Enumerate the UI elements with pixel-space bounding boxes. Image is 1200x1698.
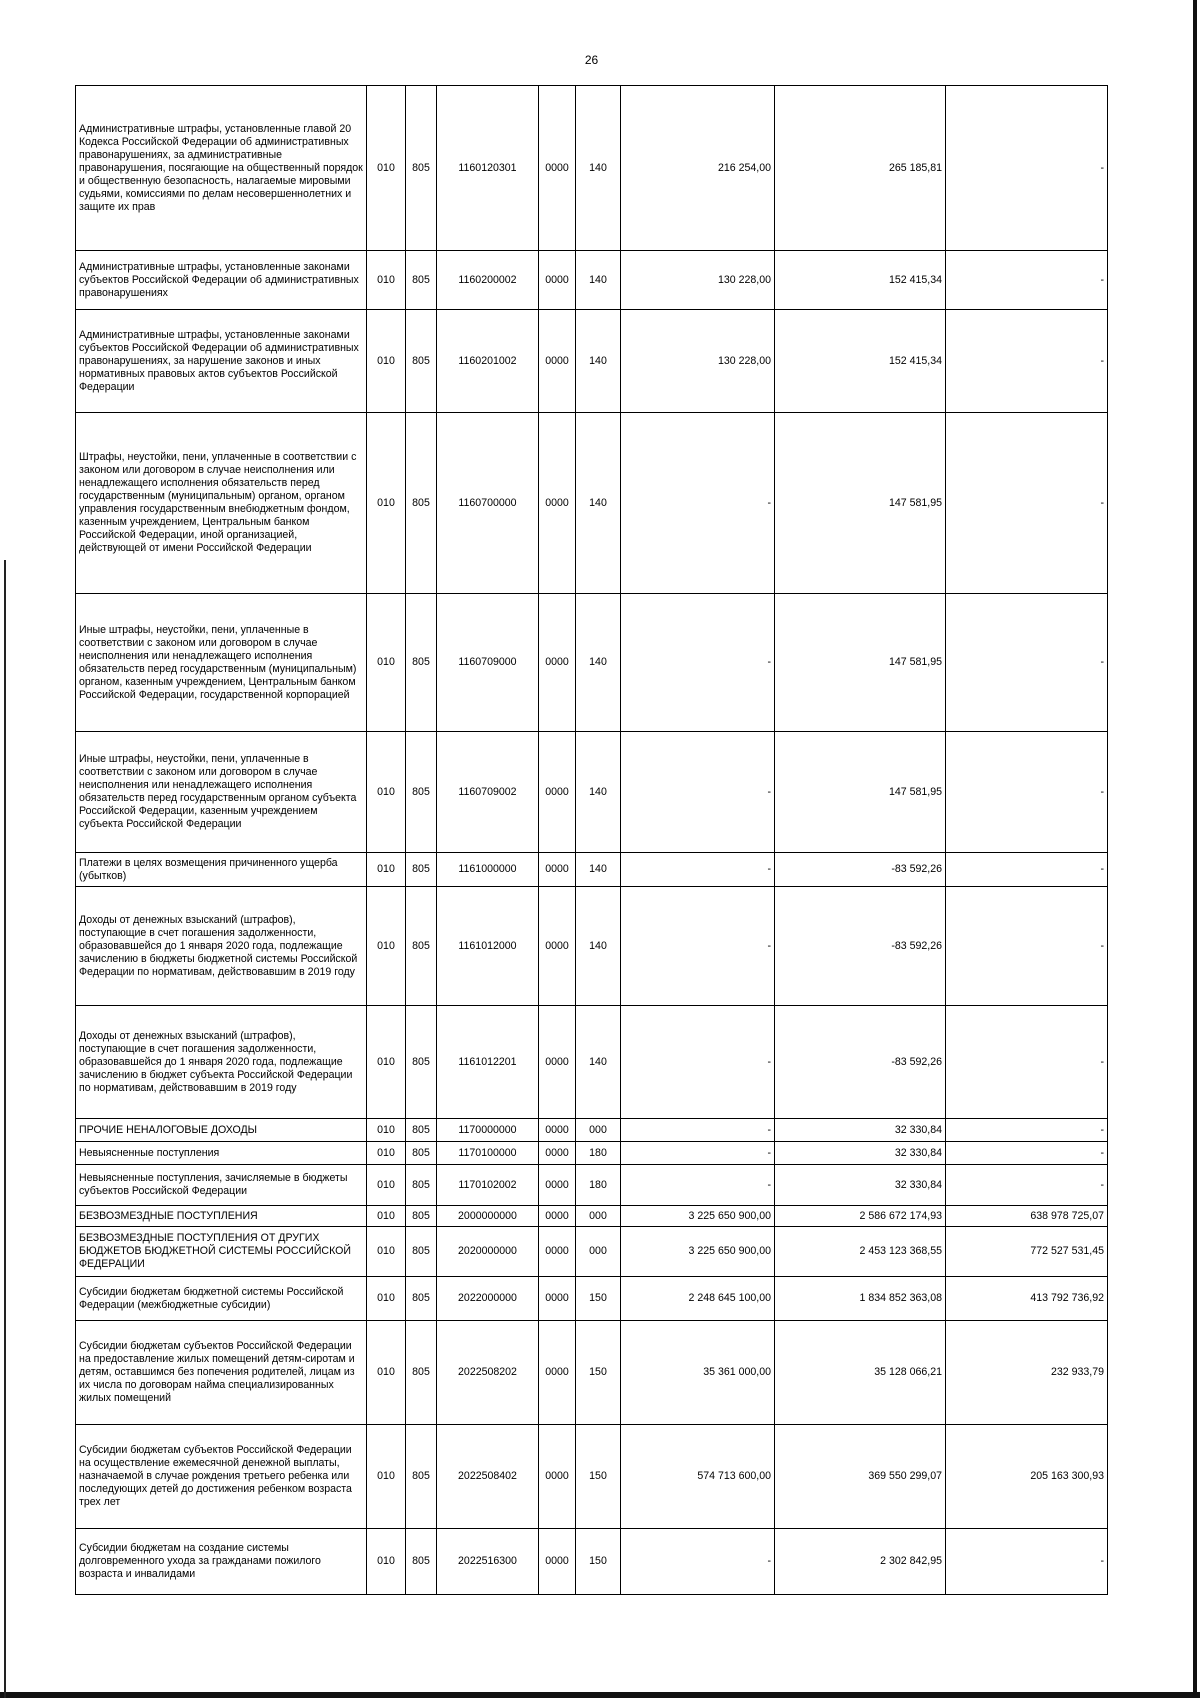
table-row: [76, 1206, 1108, 1227]
row-value-3: -: [946, 1119, 1108, 1142]
row-value-2: -83 592,26: [775, 1006, 946, 1119]
row-value-1: 2 248 645 100,00: [621, 1277, 775, 1321]
row-value-3: -: [946, 413, 1108, 594]
row-value-1: 130 228,00: [621, 251, 775, 310]
row-code-3: 1170102002: [437, 1165, 539, 1206]
table-row: [76, 887, 1108, 1006]
row-code-5: 000: [576, 1206, 621, 1227]
row-value-2: -83 592,26: [775, 853, 946, 887]
row-code-2: 805: [406, 413, 437, 594]
row-value-1: -: [621, 853, 775, 887]
row-code-1: 010: [367, 310, 406, 413]
table-row: [76, 1425, 1108, 1529]
table-row: [76, 732, 1108, 853]
row-code-3: 2022516300: [437, 1529, 539, 1595]
table-row: [76, 853, 1108, 887]
row-code-2: 805: [406, 1206, 437, 1227]
row-code-4: 0000: [539, 1206, 576, 1227]
row-value-1: 3 225 650 900,00: [621, 1227, 775, 1277]
row-value-1: 35 361 000,00: [621, 1321, 775, 1425]
row-code-3: 1170100000: [437, 1142, 539, 1165]
row-value-1: -: [621, 1165, 775, 1206]
table-row: [76, 310, 1108, 413]
row-code-4: 0000: [539, 1006, 576, 1119]
row-code-1: 010: [367, 1119, 406, 1142]
row-code-2: 805: [406, 853, 437, 887]
table-row: [76, 1321, 1108, 1425]
row-code-1: 010: [367, 594, 406, 732]
row-value-2: 2 453 123 368,55: [775, 1227, 946, 1277]
row-value-2: -83 592,26: [775, 887, 946, 1006]
row-value-1: -: [621, 1529, 775, 1595]
row-value-3: -: [946, 1529, 1108, 1595]
row-code-3: 1160709002: [437, 732, 539, 853]
table-row: [76, 1227, 1108, 1277]
row-code-5: 150: [576, 1425, 621, 1529]
row-code-3: 1161012201: [437, 1006, 539, 1119]
row-code-5: 150: [576, 1321, 621, 1425]
row-value-1: 3 225 650 900,00: [621, 1206, 775, 1227]
row-value-3: -: [946, 1142, 1108, 1165]
row-value-2: 147 581,95: [775, 594, 946, 732]
row-value-3: 772 527 531,45: [946, 1227, 1108, 1277]
row-code-5: 140: [576, 853, 621, 887]
row-code-5: 140: [576, 310, 621, 413]
row-code-1: 010: [367, 887, 406, 1006]
row-code-3: 1160201002: [437, 310, 539, 413]
row-code-4: 0000: [539, 1529, 576, 1595]
row-code-2: 805: [406, 1165, 437, 1206]
row-code-4: 0000: [539, 1119, 576, 1142]
row-name: Штрафы, неустойки, пени, уплаченные в соответствии с законом или договором в случае неисполнения или ненадлежащего исполнения обязательств перед государственным (муниципальным) органом, органом управления государственным внебюджетным фондом, казенным учреждением, Центральным банком Российской Федерации, иной организацией, действующей от имени Российской Федерации: [76, 413, 367, 594]
table-row: [76, 1006, 1108, 1119]
row-value-3: -: [946, 1165, 1108, 1206]
row-code-4: 0000: [539, 310, 576, 413]
row-value-3: -: [946, 732, 1108, 853]
row-code-3: 1161012000: [437, 887, 539, 1006]
row-value-2: 147 581,95: [775, 413, 946, 594]
row-value-3: 232 933,79: [946, 1321, 1108, 1425]
row-name: Иные штрафы, неустойки, пени, уплаченные в соответствии с законом или договором в случае неисполнения или ненадлежащего исполнения обязательств перед государственным органом субъекта Российской Федерации, казенным учреждением субъекта Российской Федерации: [76, 732, 367, 853]
row-value-3: -: [946, 853, 1108, 887]
row-code-1: 010: [367, 1142, 406, 1165]
row-code-1: 010: [367, 1165, 406, 1206]
row-code-1: 010: [367, 251, 406, 310]
row-value-1: -: [621, 887, 775, 1006]
row-code-1: 010: [367, 732, 406, 853]
row-value-2: 147 581,95: [775, 732, 946, 853]
row-name: Платежи в целях возмещения причиненного ущерба (убытков): [76, 853, 367, 887]
row-code-5: 140: [576, 86, 621, 251]
row-code-4: 0000: [539, 1425, 576, 1529]
row-code-4: 0000: [539, 1321, 576, 1425]
row-code-5: 150: [576, 1277, 621, 1321]
row-value-3: -: [946, 86, 1108, 251]
row-code-4: 0000: [539, 732, 576, 853]
row-value-1: -: [621, 413, 775, 594]
row-code-2: 805: [406, 1529, 437, 1595]
row-value-3: -: [946, 887, 1108, 1006]
row-code-2: 805: [406, 594, 437, 732]
row-code-2: 805: [406, 1119, 437, 1142]
row-name: Административные штрафы, установленные законами субъектов Российской Федерации об административных правонарушениях, за нарушение законов и иных нормативных правовых актов субъектов Российской Федерации: [76, 310, 367, 413]
table-row: [76, 1529, 1108, 1595]
row-code-4: 0000: [539, 251, 576, 310]
row-code-4: 0000: [539, 887, 576, 1006]
row-code-1: 010: [367, 1425, 406, 1529]
row-name: Доходы от денежных взысканий (штрафов), поступающие в счет погашения задолженности, образовавшейся до 1 января 2020 года, подлежащие зачислению в бюджеты бюджетной системы Российской Федерации по нормативам, действовавшим в 2019 году: [76, 887, 367, 1006]
row-code-5: 180: [576, 1165, 621, 1206]
row-value-1: -: [621, 1119, 775, 1142]
row-code-5: 140: [576, 413, 621, 594]
row-code-4: 0000: [539, 853, 576, 887]
row-name: Доходы от денежных взысканий (штрафов), поступающие в счет погашения задолженности, образовавшейся до 1 января 2020 года, подлежащие зачислению в бюджет субъекта Российской Федерации по нормативам, действовавшим в 2019 году: [76, 1006, 367, 1119]
row-code-1: 010: [367, 853, 406, 887]
row-name: Субсидии бюджетам на создание системы долговременного ухода за гражданами пожилого возраста и инвалидами: [76, 1529, 367, 1595]
row-value-3: 413 792 736,92: [946, 1277, 1108, 1321]
row-code-5: 000: [576, 1119, 621, 1142]
table-row: [76, 1119, 1108, 1142]
row-code-2: 805: [406, 1277, 437, 1321]
row-value-1: 216 254,00: [621, 86, 775, 251]
row-value-1: 574 713 600,00: [621, 1425, 775, 1529]
row-code-3: 1160200002: [437, 251, 539, 310]
row-code-3: 2022508202: [437, 1321, 539, 1425]
row-code-5: 140: [576, 594, 621, 732]
row-code-3: 1161000000: [437, 853, 539, 887]
row-code-4: 0000: [539, 1142, 576, 1165]
row-value-2: 369 550 299,07: [775, 1425, 946, 1529]
row-code-3: 2022508402: [437, 1425, 539, 1529]
row-code-5: 140: [576, 251, 621, 310]
row-value-2: 32 330,84: [775, 1165, 946, 1206]
row-code-4: 0000: [539, 1165, 576, 1206]
row-value-1: -: [621, 732, 775, 853]
row-code-5: 140: [576, 1006, 621, 1119]
row-name: Невыясненные поступления: [76, 1142, 367, 1165]
row-code-5: 000: [576, 1227, 621, 1277]
row-code-1: 010: [367, 1277, 406, 1321]
row-name: Субсидии бюджетам бюджетной системы Российской Федерации (межбюджетные субсидии): [76, 1277, 367, 1321]
row-value-2: 265 185,81: [775, 86, 946, 251]
row-code-2: 805: [406, 1142, 437, 1165]
table-row: [76, 1277, 1108, 1321]
row-value-2: 2 302 842,95: [775, 1529, 946, 1595]
row-code-2: 805: [406, 86, 437, 251]
table-row: [76, 1165, 1108, 1206]
row-name: Субсидии бюджетам субъектов Российской Федерации на предоставление жилых помещений детям-сиротам и детям, оставшимся без попечения родителей, лицам из их числа по договорам найма специализированных жилых помещений: [76, 1321, 367, 1425]
row-code-1: 010: [367, 1529, 406, 1595]
row-code-1: 010: [367, 1227, 406, 1277]
scan-border-bottom: [0, 1692, 1200, 1698]
row-value-1: -: [621, 1142, 775, 1165]
row-code-1: 010: [367, 1321, 406, 1425]
row-value-2: 152 415,34: [775, 310, 946, 413]
table-row: [76, 594, 1108, 732]
row-code-2: 805: [406, 1425, 437, 1529]
row-value-3: 638 978 725,07: [946, 1206, 1108, 1227]
row-code-2: 805: [406, 732, 437, 853]
row-code-4: 0000: [539, 594, 576, 732]
scan-border-right: [1193, 0, 1197, 1698]
row-code-3: 2020000000: [437, 1227, 539, 1277]
row-code-5: 180: [576, 1142, 621, 1165]
revenue-table: [75, 85, 1108, 1595]
row-name: Административные штрафы, установленные законами субъектов Российской Федерации об административных правонарушениях: [76, 251, 367, 310]
row-name: БЕЗВОЗМЕЗДНЫЕ ПОСТУПЛЕНИЯ: [76, 1206, 367, 1227]
row-code-3: 1160709000: [437, 594, 539, 732]
row-value-3: 205 163 300,93: [946, 1425, 1108, 1529]
row-value-2: 152 415,34: [775, 251, 946, 310]
row-code-4: 0000: [539, 86, 576, 251]
row-code-1: 010: [367, 1006, 406, 1119]
row-code-3: 1160120301: [437, 86, 539, 251]
row-value-2: 1 834 852 363,08: [775, 1277, 946, 1321]
table-row: [76, 86, 1108, 251]
page-number: 26: [584, 53, 599, 67]
row-code-1: 010: [367, 86, 406, 251]
row-code-2: 805: [406, 310, 437, 413]
row-code-5: 140: [576, 887, 621, 1006]
row-name: ПРОЧИЕ НЕНАЛОГОВЫЕ ДОХОДЫ: [76, 1119, 367, 1142]
row-value-3: -: [946, 310, 1108, 413]
row-code-4: 0000: [539, 1227, 576, 1277]
table-row: [76, 251, 1108, 310]
row-name: Административные штрафы, установленные главой 20 Кодекса Российской Федерации об административных правонарушениях, за административные правонарушения, посягающие на общественный порядок и общественную безопасность, налагаемые мировыми судьями, комиссиями по делам несовершеннолетних и защите их прав: [76, 86, 367, 251]
row-code-2: 805: [406, 1227, 437, 1277]
row-value-2: 32 330,84: [775, 1142, 946, 1165]
row-code-5: 140: [576, 732, 621, 853]
row-code-3: 2000000000: [437, 1206, 539, 1227]
row-name: БЕЗВОЗМЕЗДНЫЕ ПОСТУПЛЕНИЯ ОТ ДРУГИХ БЮДЖЕТОВ БЮДЖЕТНОЙ СИСТЕМЫ РОССИЙСКОЙ ФЕДЕРАЦИИ: [76, 1227, 367, 1277]
scan-border-left: [4, 560, 6, 1698]
row-code-2: 805: [406, 887, 437, 1006]
table-row: [76, 1142, 1108, 1165]
row-code-4: 0000: [539, 413, 576, 594]
row-code-3: 1170000000: [437, 1119, 539, 1142]
row-value-2: 35 128 066,21: [775, 1321, 946, 1425]
row-value-3: -: [946, 251, 1108, 310]
row-code-1: 010: [367, 1206, 406, 1227]
row-value-3: -: [946, 594, 1108, 732]
table-row: [76, 413, 1108, 594]
row-value-3: -: [946, 1006, 1108, 1119]
row-name: Невыясненные поступления, зачисляемые в бюджеты субъектов Российской Федерации: [76, 1165, 367, 1206]
row-value-1: -: [621, 1006, 775, 1119]
row-name: Иные штрафы, неустойки, пени, уплаченные в соответствии с законом или договором в случае неисполнения или ненадлежащего исполнения обязательств перед государственным (муниципальным) органом, казенным учреждением, Центральным банком Российской Федерации, государственной корпорацией: [76, 594, 367, 732]
row-code-1: 010: [367, 413, 406, 594]
row-value-2: 2 586 672 174,93: [775, 1206, 946, 1227]
row-name: Субсидии бюджетам субъектов Российской Федерации на осуществление ежемесячной денежной выплаты, назначаемой в случае рождения третьего ребенка или последующих детей до достижения ребенком возраста трех лет: [76, 1425, 367, 1529]
row-code-2: 805: [406, 1006, 437, 1119]
row-value-1: -: [621, 594, 775, 732]
row-value-2: 32 330,84: [775, 1119, 946, 1142]
row-code-3: 2022000000: [437, 1277, 539, 1321]
row-code-3: 1160700000: [437, 413, 539, 594]
table-body: [76, 86, 1108, 1595]
row-value-1: 130 228,00: [621, 310, 775, 413]
row-code-2: 805: [406, 1321, 437, 1425]
row-code-5: 150: [576, 1529, 621, 1595]
row-code-4: 0000: [539, 1277, 576, 1321]
row-code-2: 805: [406, 251, 437, 310]
